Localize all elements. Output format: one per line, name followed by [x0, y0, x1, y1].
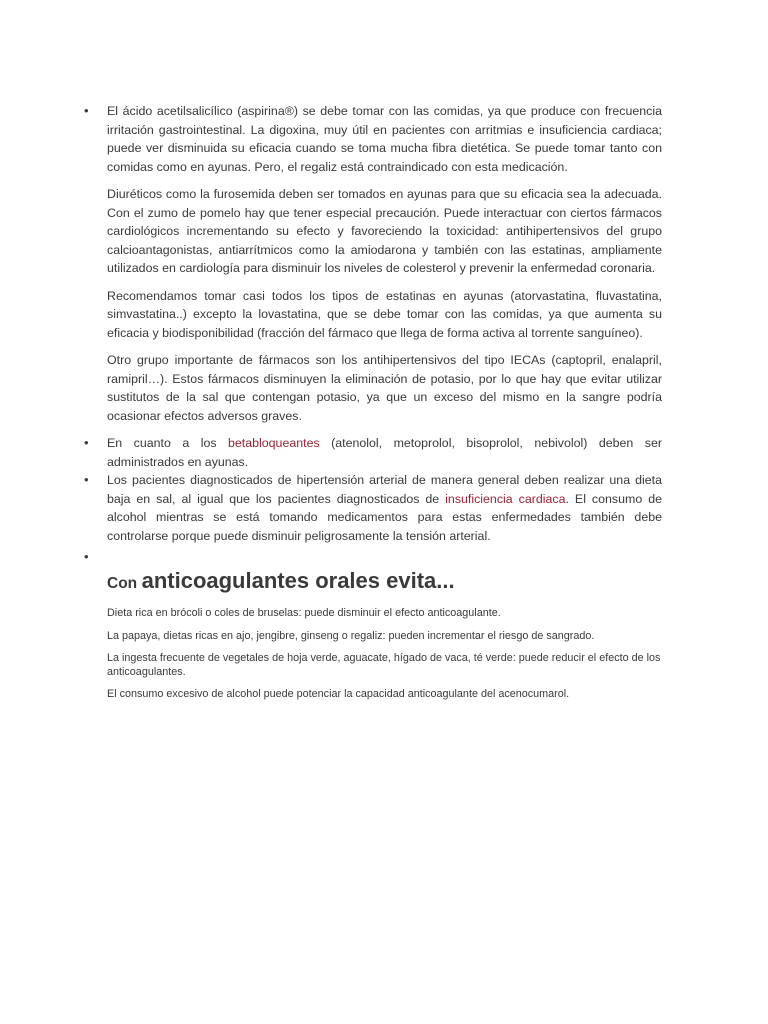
bullet-icon: •	[84, 103, 89, 118]
paragraph-antihipertensivos: Otro grupo importante de fármacos son los antihipertensivos del tipo IECAs (captopril, enalapril, ramipril…). Estos fármacos disminuyen la eliminación de potasio, por lo que hay que evitar utilizar sustitutos de la sal que contengan potasio, ya que un exceso del mismo en la sangre podría ocasionar efectos adversos graves.	[107, 353, 662, 423]
list-item-hipertension	[0, 471, 662, 545]
paragraph-aspirina: El ácido acetilsalicílico (aspirina®) se debe tomar con las comidas, ya que produce con frecuencia irritación gastrointestinal. La digoxina, muy útil en pacientes con arritmias e insuficiencia cardiaca; puede ver disminuida su eficacia cuando se toma mucha fibra dietética. Se puede tomar tanto con comidas como en ayunas. Pero, el regaliz está contraindicado con esta medicación.	[107, 104, 662, 174]
empty-line	[107, 548, 662, 566]
bullet-icon: •	[84, 549, 89, 564]
hipertension-text-after: . El consumo de alcohol mientras se está tomando medicamentos para estas enfermedades también debe controlarse porque puede disminuir peligrosamente la tensión arterial.	[107, 491, 662, 543]
heading-prefix: Con	[107, 575, 138, 592]
hipertension-text-before: Los pacientes diagnosticados de hipertensión arterial de manera general deben realizar una dieta baja en sal, al igual que los pacientes diagnosticados de	[107, 473, 662, 506]
anticoagulantes-line-2: La papaya, dietas ricas en ajo, jengibre, ginseng o regaliz: pueden incrementar el riesgo de sangrado.	[107, 629, 595, 642]
list-item-aspirina	[0, 102, 662, 425]
betabloqueantes-link[interactable]: betabloqueantes	[228, 436, 320, 450]
anticoagulantes-line-4: El consumo excesivo de alcohol puede potenciar la capacidad anticoagulante del acenocumarol.	[107, 688, 570, 700]
bullet-icon: •	[84, 435, 89, 450]
betabloqueantes-text-after: (atenolol, metoprolol, bisoprolol, nebivolol) deben ser administrados en ayunas.	[107, 436, 662, 469]
anticoagulantes-line-1: Dieta rica en brócoli o coles de bruselas: puede disminuir el efecto anticoagulante.	[107, 607, 501, 619]
paragraph-betabloqueantes	[107, 434, 662, 471]
insuficiencia-cardiaca-link[interactable]: insuficiencia cardiaca	[445, 491, 566, 506]
heading-main: anticoagulantes orales evita...	[141, 568, 455, 593]
paragraph-hipertension	[107, 471, 662, 545]
paragraph-estatinas: Recomendamos tomar casi todos los tipos de estatinas en ayunas (atorvastatina, fluvastatina, simvastatina..) excepto la lovastatina, que se debe tomar con las comidas, ya que aumenta su eficacia y biodisponibilidad (fracción del fármaco que llega de forma activa al torrente sanguíneo).	[107, 288, 662, 340]
list-item-betabloqueantes	[0, 434, 662, 471]
list-item-anticoagulantes	[0, 548, 662, 702]
anticoagulantes-line-3: La ingesta frecuente de vegetales de hoja verde, aguacate, hígado de vaca, té verde: puede reducir el efecto de los anticoagulantes.	[107, 652, 661, 678]
bullet-list	[0, 102, 768, 711]
betabloqueantes-text-before: En cuanto a los	[107, 436, 229, 450]
paragraph-diureticos: Diuréticos como la furosemida deben ser tomados en ayunas para que su eficacia sea la adecuada. Con el zumo de pomelo hay que tener especial precaución. Puede interactuar con ciertos fármacos cardiológicos incrementando su efecto y favoreciendo la toxicidad: antihipertensivos del grupo calcioantagonistas, antiarrítmicos como la amiodarona y también con las estatinas, ampliamente utilizados en cardiología para disminuir los niveles de colesterol y prevenir la enfermedad coronaria.	[107, 187, 662, 275]
bullet-icon: •	[84, 472, 89, 487]
anticoagulantes-heading	[107, 567, 662, 598]
